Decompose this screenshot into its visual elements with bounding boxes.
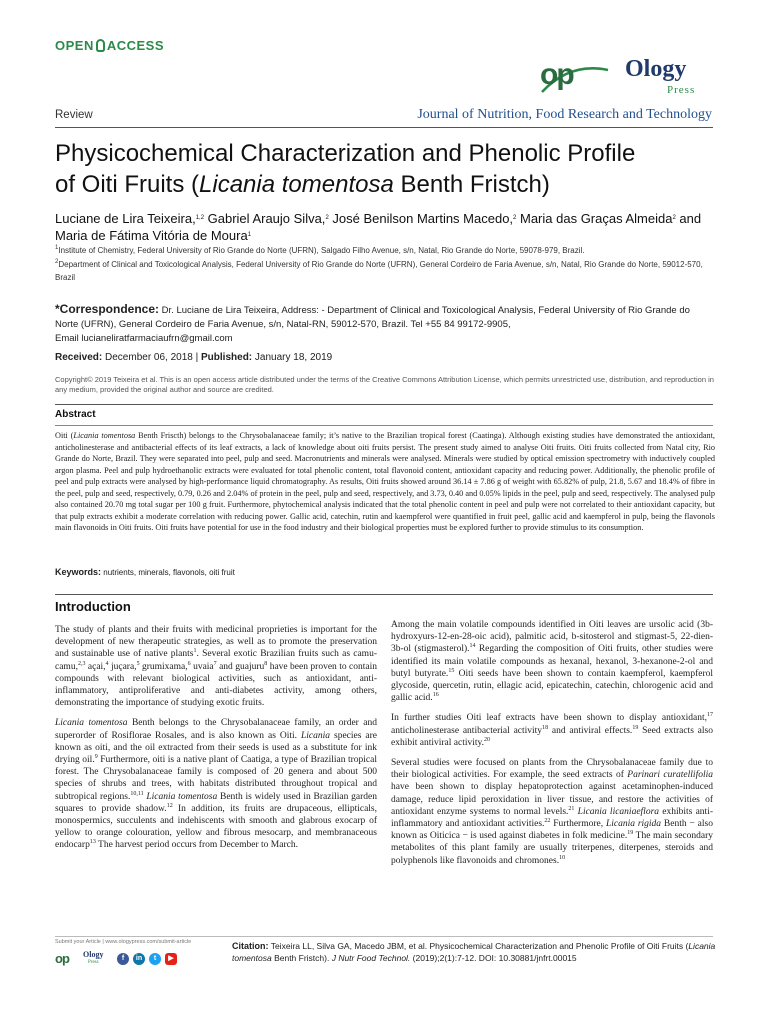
article-title [55,138,715,200]
paragraph: The study of plants and their fruits with medicinal proprieties is important for the development of new therapeutic strategies, as well as to promote the preservation and sustainable use of native plants$^1$. Several exotic Brazilian fruits such as camu-camu,$^{2,3}$ açai,$^4$ juçara,$^5$ grumixama,$^6$ uvaia$^7$ and guajuru$^8$ have been proven to contain compounds with relevant biological activities, such as antioxidant, anti-inflammatory, antiproliferative and anti-diabetes activity, among others, demonstrating the importance of studying exotic fruits. [55,625,378,709]
citation: Citation: Teixeira LL, Silva GA, Macedo JBM, et al. Physicochemical Characterization and Phenolic Profile of Oiti Fruits (Licania tomentosa Benth Fristch). J Nutr Food Technol. (2019);2(1):7-12. DOI: 10.30881/jnfrt.00015 [232,941,716,963]
title-line-2: of Oiti Fruits (Licania tomentosa Benth Fristch) [55,171,550,198]
abstract-heading: Abstract [55,409,96,420]
submit-article-link[interactable]: Submit your Article | www.ologypress.com/submit-article [55,939,192,945]
paragraph: Among the main volatile compounds identified in Oiti leaves are ursolic acid (3b-hydroxyurs-12-en-28-oic acid), palmitic acid, b-sitosterol and stigmast-5, 22-dien-3b-ol (stigmasterol).$^{14}$ Regarding the composition of Oiti fruits, other studies were identified its main volatile compounds as hexanal, hexanol, 3-hexanone-2-ol and butyl butyrate.$^{15}$ Oiti seeds have been shown to contain kaempferol, kaempferol glycoside, quercetin, rutin, ellagic acid, epicatechin, catechin, chlorogenic acid and gallic acid.$^{16}$ [391,620,713,704]
access-text: ACCESS [106,38,165,53]
article-type: Review [55,109,93,121]
introduction-heading: Introduction [55,599,131,614]
open-access-logo [55,38,164,53]
footer-divider [55,936,713,937]
author-list: Luciane de Lira Teixeira,$^{1,2}$ Gabriel Araujo Silva,$^2$ José Benilson Martins Macedo,$^2$ Maria das Graças Almeida$^2$ and Maria de Fátima Vitória de Moura$^1$ [55,211,702,243]
twitter-icon[interactable]: t [149,953,161,965]
paragraph: Several studies were focused on plants from the Chrysobalanaceae family due to their biological activities. For example, the seed extracts of Parinari curatellifolia have been shown to display hepatoprotection against acetaminophen-induced damage, reduce lipid peroxidation in liver tissue, and restore the activities of antioxidant enzyme systems to normal levels.$^{21}$ Licania licaniaeflora exhibits anti-inflammatory and antioxidant activities.$^{22}$ Furthermore, Licania rigida Benth − also known as Oiticica − is used against diabetes in folk medicine.$^{19}$ The main secondary metabolites of this plant family are usually triterpenes, diterpenes, steroids and polyphenols like flavonoids and chromones.$^{10}$ [391,758,714,866]
correspondence-label: *Correspondence: [55,302,160,316]
publication-dates: Received: December 06, 2018 | Published: January 18, 2019 [55,352,333,363]
paragraph: Licania tomentosa Benth belongs to the Chrysobalanaceae family, an order and superorder of Rosiflorae Rosales, and is also known as Oiti. Licania species are known as oiti, and the oil extracted from their seeds is used as a substitute for ink drying oil.$^9$ Furthermore, oiti is a native plant of Caatiga, a type of Brazilian tropical forest. The Chrysobalanaceae family is composed of 20 genera and about 500 species of shrubs and trees, with habitats distributed throughout tropical and subtropical regions.$^{10,11}$ Licania tomentosa Benth is widely used in Brazilian garden squares to provide shadow.$^{12}$ In addition, its fruits are drupaceous, ellipticals, monospermics, succulents and indehiscents with smooth and glabrous exocarp of yellow to orange colouration, yellow and fibrous mesocarp, and membranaceous endocarp$^{13}$ The harvest period occurs from December to March. [55,718,377,851]
brand-press: Press [667,84,696,96]
brand-op: op [540,58,573,91]
linkedin-icon[interactable]: in [133,953,145,965]
journal-name: Journal of Nutrition, Food Research and Technology [417,107,712,122]
keywords: Keywords: nutrients, minerals, flavonols, oiti fruit [55,567,235,577]
lock-icon [96,39,105,52]
abstract-text: Oiti (Licania tomentosa Benth Friscth) belongs to the Chrysobalanaceae family; it’s native to the Brazilian tropical forest (Caatinga). Although existing studies have demonstrated the antioxidant, anticholinesterase and antibacterial effects of its leaf extracts, a lack of knowledge about oiti fruits persist. The present study aimed to analyse Oiti fruits. Oiti fruits collected from Natal city, Rio Grande do Norte, Brazil. They were separated into peel, pulp and seed. Macronutrients and minerals were analysed. Minerals were studied by optical emission spectrometry with inductively coupled argon plasma. Peel and pulp hydroethanolic extracts were evaluated for total phenolic content, total flavonoid content, antioxidant capacity and reducing power. Additionally, the phenolic profile of peel and pulp extracts were analysed by high-performance liquid chromatography. As results, Oiti fruits showed around 36.14 ± 7.86 g of weight with 65.82% of pulp, 21.8, 5.67 and 18.4% of fibre in the peel, pulp and seed, respectively, 0.79, 0.26 and 2.04% of protein in the peel, pulp and seed, respectively, and 3.73, 0.40 and 0.05% lipids in the peel, pulp and seed, respectively. The analysed pulp also contained 20.70 mg total sugar per 100 g fruit. Furthermore, phytochemical analysis indicated that the total phenolic content in peel and pulp were not correlated to their antioxidant capacity, but that pulp extracts exhibit a moderate correlation with reducing power. Gallic acid, catechin, rutin and kaempferol were quantified in fruit peel, gallic acid and kaempferol in pulp, being the flavonols main flavonoids in Oiti fruits. Oiti fruits have potential for use in the food industry and their biological properties must be explored further to provide stimulus to its consumption. [55,431,715,532]
left-column [55,624,377,860]
publisher-logo [540,56,720,98]
header-divider [55,127,713,128]
footer-publisher-logo: op Ology Press [55,950,104,966]
open-access-text: OPEN [55,38,94,53]
title-line-1: Physicochemical Characterization and Phenolic Profile [55,140,636,167]
copyright-notice: Copyright© 2019 Teixeira et al. This is an open access article distributed under the terms of the Creative Commons Attribution License, which permits unrestricted use, distribution, and reproduction in any medium, provided the original author and source are credited. [55,375,714,394]
youtube-icon[interactable]: ▶ [165,953,177,965]
affiliation-2: $^2$Department of Clinical and Toxicological Analysis, Federal University of Rio Grande do Norte (UFRN), General Cordeiro de Faria Avenue, s/n, Natal, Rio Grande do Norte, 59012-570, Brazil [55,259,703,282]
brand-ology: Ology [625,56,687,82]
paragraph: In further studies Oiti leaf extracts have been shown to display antioxidant,$^{17}$ anticholinesterase antibacterial activity$^{18}$ and antiviral effects.$^{19}$ Seed extracts also exhibit antiviral activity.$^{20}$ [391,712,713,748]
correspondence: *Correspondence: Dr. Luciane de Lira Teixeira, Address: - Department of Clinical and Toxicological Analysis, Federal University of Rio Grande do Norte (UFRN), General Cordeiro de Faria Avenue, s/n, Natal-RN, 59012-570, Brazil. Tel +55 84 99172-9905, [55,302,690,330]
facebook-icon[interactable]: f [117,953,129,965]
correspondence-email: Email lucianeliratfarmaciaufrn@gmail.com [55,333,233,344]
abstract-divider [55,425,713,426]
affiliation-1: $^1$Institute of Chemistry, Federal University of Rio Grande do Norte (UFRN), Salgado Filho Avenue, s/n, Natal, Rio Grande do Norte, 59078-979, Brazil. [55,245,585,255]
right-column [391,619,713,875]
